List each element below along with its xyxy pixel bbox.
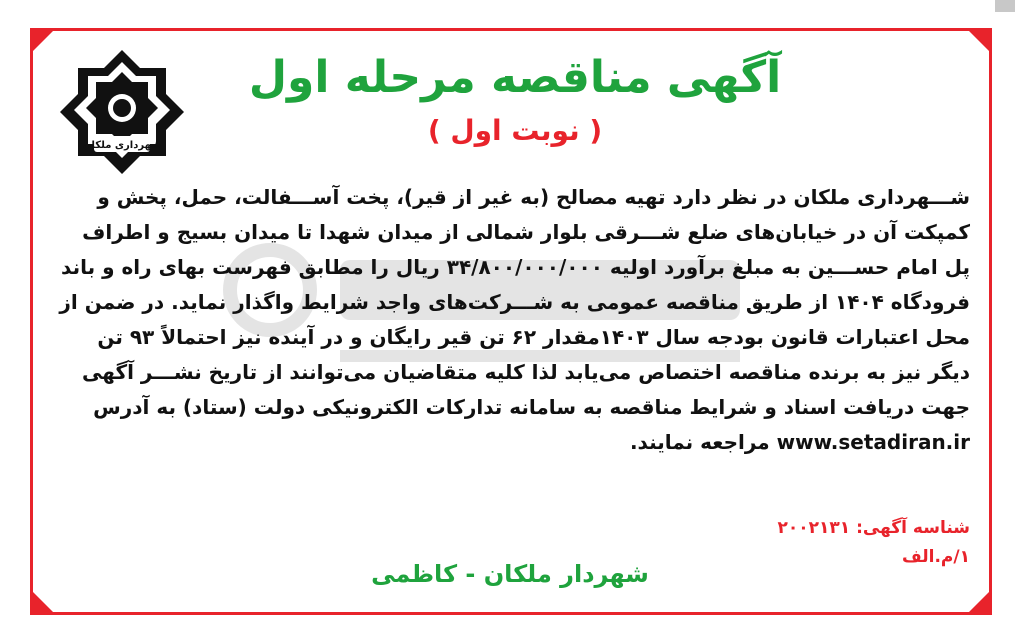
ad-id: شناسه آگهی: ۲۰۰۲۱۳۱ <box>777 518 970 538</box>
body-line-last <box>48 425 970 460</box>
ad-body <box>48 180 970 460</box>
body-line: دیگر نیز به برنده مناقصه اختصاص می‌یابد لذا کلیه متقاضیان می‌توانند از تاریخ نشـــر آگهی <box>82 360 970 384</box>
logo-text: شهرداری ملکان <box>83 140 161 151</box>
setad-url: www.setadiran.ir <box>776 430 970 454</box>
municipality-logo <box>58 48 186 176</box>
body-line: کمپکت آن در خیابان‌های ضلع شـــرقی بلوار شمالی از میدان شهدا تا میدان بسیج و اطراف <box>82 220 970 244</box>
signature: شهردار ملکان - کاظمی <box>371 560 649 588</box>
body-line: شـــهرداری ملکان در نظر دارد تهیه مصالح (به غیر از قیر)، پخت آســـفالت، حمل، پخش و <box>97 185 970 209</box>
body-line: پل امام حســـین به مبلغ برآورد اولیه ۳۴/۸۰۰/۰۰۰/۰۰۰ ریال را مطابق فهرست بهای راه و باند <box>61 255 970 279</box>
body-line: جهت دریافت اسناد و شرایط مناقصه به سامانه تدارکات الکترونیکی دولت (ستاد) به آدرس <box>93 395 970 419</box>
ad-code: ۱/م.الف <box>902 547 970 567</box>
ad-subtitle: ( نوبت اول ) <box>427 114 603 147</box>
body-line: فرودگاه ۱۴۰۴ از طریق مناقصه عمومی به شـــرکت‌های واجد شرایط واگذار نماید. در ضمن از <box>59 290 970 314</box>
body-line: محل اعتبارات قانون بودجه سال ۱۴۰۳مقدار ۶۲ تن قیر رایگان و در آینده نیز احتمالاً ۹۳ تن <box>97 325 970 349</box>
page-corner-mark <box>995 0 1015 12</box>
ad-title: آگهی مناقصه مرحله اول <box>248 52 782 103</box>
body-line-suffix: مراجعه نمایند. <box>629 430 777 454</box>
